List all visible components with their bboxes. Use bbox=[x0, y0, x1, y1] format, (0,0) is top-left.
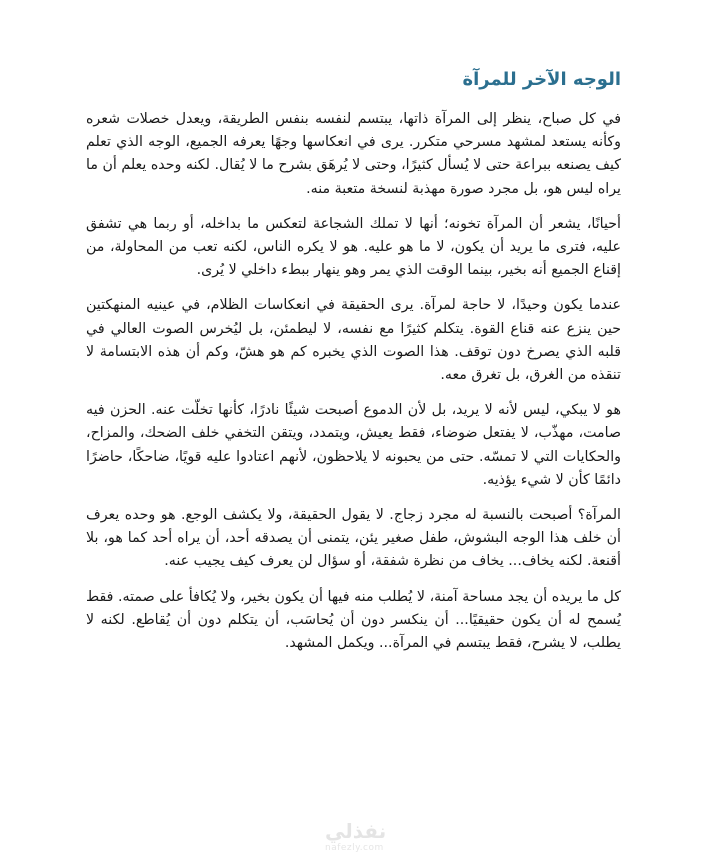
watermark-brand: نفذلي bbox=[325, 819, 387, 843]
watermark-logo bbox=[325, 819, 387, 859]
document-title: الوجه الآخر للمرآة bbox=[462, 69, 621, 90]
paragraph-5: المرآة؟ أصبحت بالنسبة له مجرد زجاج. لا يقول الحقيقة، ولا يكشف الوجع. هو وحده يعرف أن خلف هذا الوجه البشوش، طفل صغير يئن، يتمنى أن يصدقه أحد، أن يراه أحد كما هو، بلا أقنعة. لكنه يخاف... يخاف من نظرة شفقة، أو سؤال لن يعرف كيف يجيب عنه. bbox=[86, 507, 621, 570]
paragraph-6: كل ما يريده أن يجد مساحة آمنة، لا يُطلب منه فيها أن يكون بخير، ولا يُكافأ على صمته. فقط يُسمح له أن يكون حقيقيًا... أن ينكسر دون أن يُحاسَب، أن يتكلم دون أن يُقاطع. لكنه لا يطلب، لا يشرح، فقط يبتسم في المرآة... ويكمل المشهد. bbox=[86, 588, 621, 652]
paragraph-2: أحيانًا، يشعر أن المرآة تخونه؛ أنها لا تملك الشجاعة لتعكس ما بداخله، أو ربما هي تشفق عليه، فترى ما يريد أن يكون، لا ما هو عليه. هو لا يكره الناس، لكنه تعب من المحاولة، من إقناع الجميع أنه بخير، بينما الوقت الذي يمر وهو ينهار ببطء داخلي لا يُرى. bbox=[86, 215, 621, 279]
paragraph-4: هو لا يبكي، ليس لأنه لا يريد، بل لأن الدموع أصبحت شيئًا نادرًا، كأنها تخلّت عنه. الحزن فيه صامت، مهذّب، لا يفتعل ضوضاء، فقط يعيش، ويتمدد، ويتقن التخفي خلف الضحك، والمزاح، والحكايات التي لا تمسّه. حتى من يحبونه لا يلاحظون، لأنهم اعتادوا عليه قويًا، ضاحكًا، حاضرًا دائمًا كأن لا شيء يؤذيه. bbox=[86, 402, 621, 488]
watermark-domain: nafezly.com bbox=[325, 843, 384, 853]
paragraph-1: في كل صباح، ينظر إلى المرآة ذاتها، يبتسم لنفسه بنفس الطريقة، ويعدل خصلات شعره وكأنه يستعد لمشهد مسرحي متكرر. يرى في انعكاسها وجهًا يعرفه الجميع، الوجه الذي تعلم كيف يصنعه ببراعة حتى لا يُسأل كثيرًا، وحتى لا يُرهَق بشرح ما لا يُقال. لكنه وحده يعلم أن ما يراه ليس هو، بل مجرد صورة مهذبة لنسخة متعبة منه. bbox=[86, 111, 621, 197]
paragraph-3: عندما يكون وحيدًا، لا حاجة لمرآة. يرى الحقيقة في انعكاسات الظلام، في عينيه المنهكتين حين ينزع عنه قناع القوة. يتكلم كثيرًا مع نفسه، لا ليطمئن، بل ليُخرس الصوت العالي في قلبه الذي يصرخ دون توقف. هذا الصوت الذي يخبره كم هو هشّ، وكم أن هذه الابتسامة لا تنقذه من الغرق، بل تغرق معه. bbox=[86, 297, 621, 384]
